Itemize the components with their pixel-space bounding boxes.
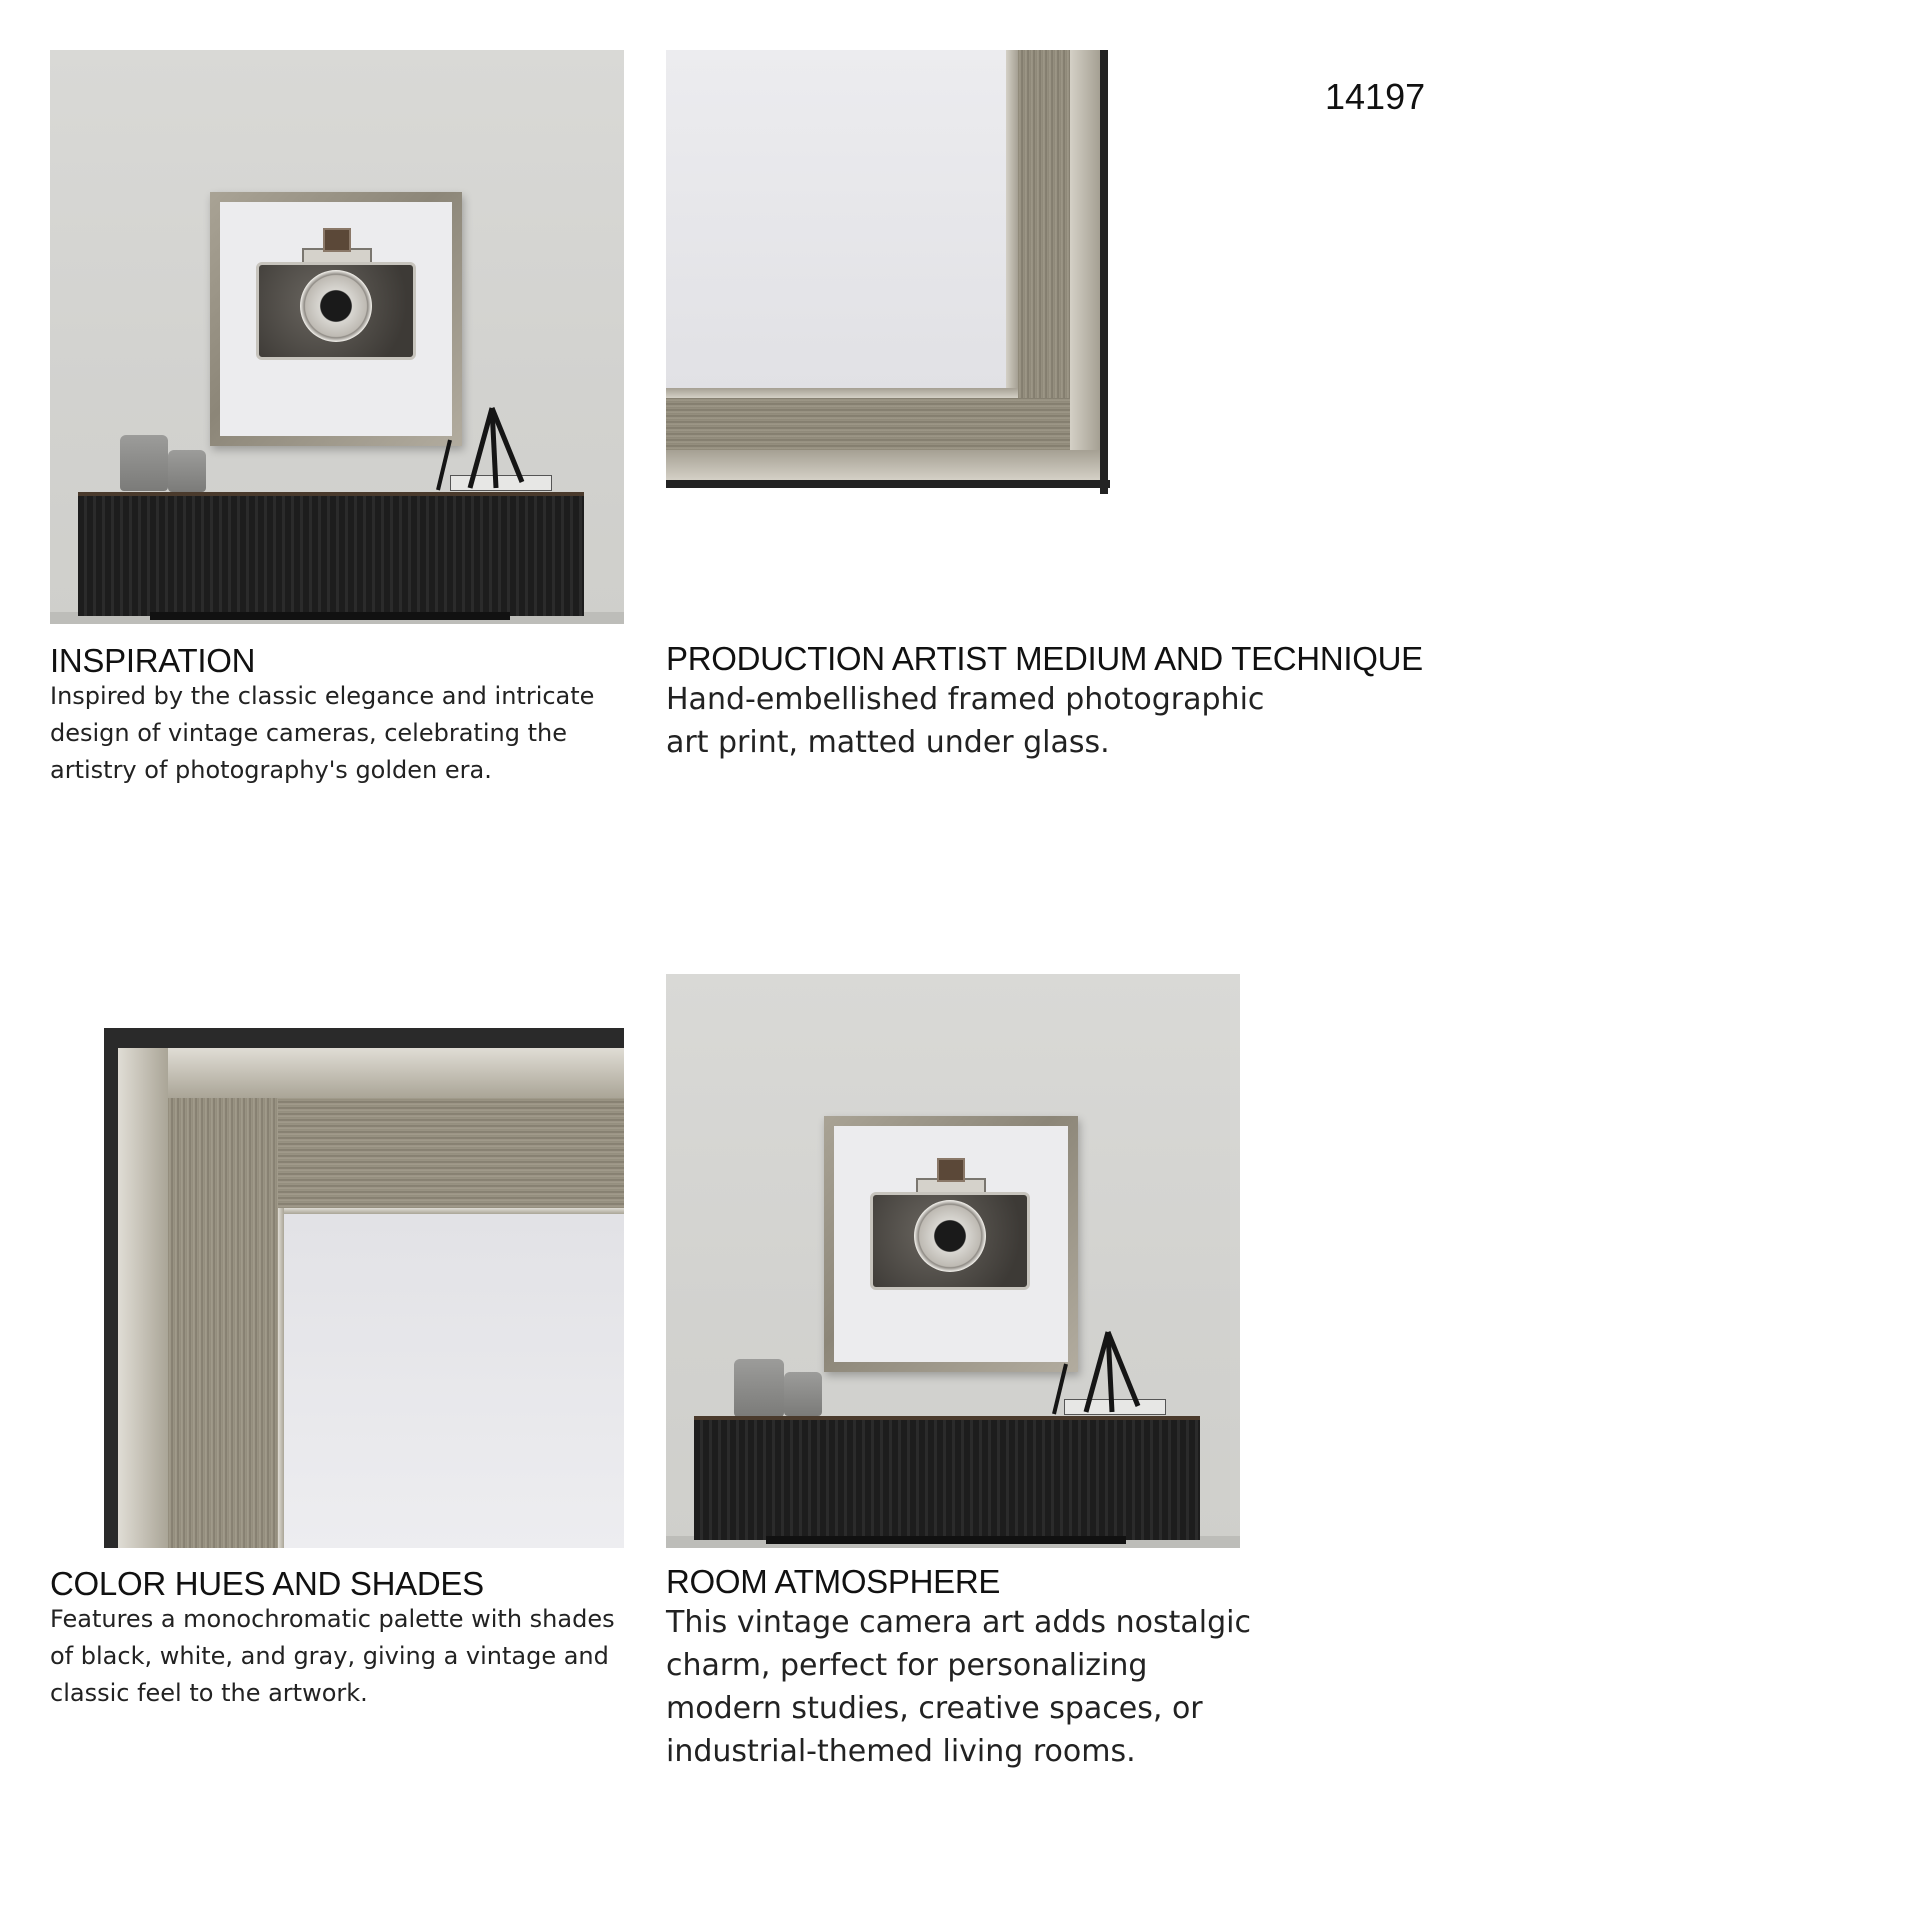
section-heading-color: COLOR HUES AND SHADES <box>50 1565 484 1602</box>
section-heading-inspiration: INSPIRATION <box>50 642 256 679</box>
framed-art <box>210 192 462 446</box>
section-body-color: Features a monochromatic palette with shades of black, white, and gray, giving a vintage and classic feel to the artwork. <box>50 1605 615 1707</box>
vase <box>784 1372 822 1416</box>
room-scene-photo-2 <box>666 974 1240 1548</box>
tripod-icon <box>1046 1324 1156 1419</box>
section-body-production-line1: Hand-embellished framed photographic <box>666 682 1265 717</box>
sideboard <box>694 1416 1200 1540</box>
product-sku: 14197 <box>1325 76 1426 117</box>
vase <box>734 1359 784 1417</box>
section-body-inspiration: Inspired by the classic elegance and intricate design of vintage cameras, celebrating the artistry of photography's golden era. <box>50 682 595 784</box>
vase <box>120 435 168 491</box>
section-body-room: This vintage camera art adds nostalgic charm, perfect for personalizing modern studies, creative spaces, or industrial-themed living rooms. <box>666 1605 1251 1769</box>
section-heading-room: ROOM ATMOSPHERE <box>666 1563 1001 1600</box>
tripod-icon <box>430 400 540 495</box>
frame-texture-detail-photo <box>50 974 624 1548</box>
frame-corner-detail-photo <box>666 50 1110 494</box>
section-body-production-line2: art print, matted under glass. <box>666 725 1110 760</box>
room-scene-photo <box>50 50 624 624</box>
vase <box>168 450 206 492</box>
section-heading-production: PRODUCTION ARTIST MEDIUM AND TECHNIQUE <box>666 640 1423 677</box>
framed-art <box>824 1116 1078 1372</box>
sideboard <box>78 492 584 616</box>
